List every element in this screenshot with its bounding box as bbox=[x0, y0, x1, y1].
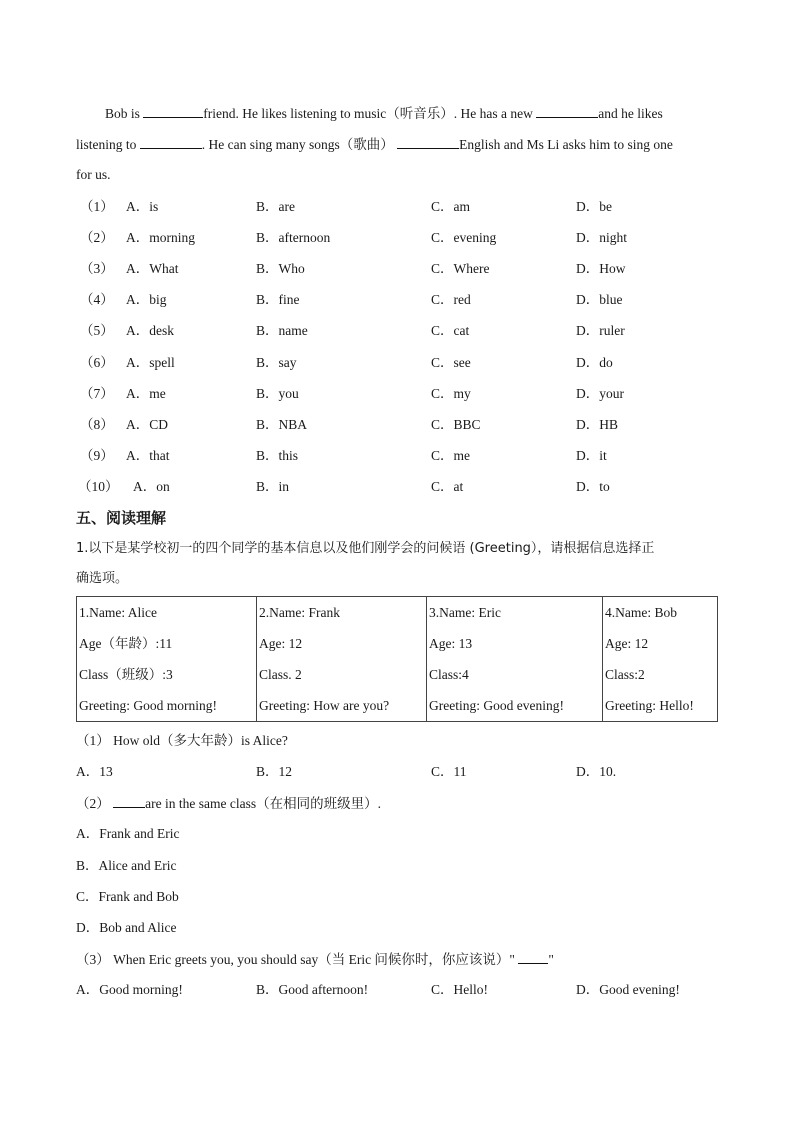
option-c[interactable]: C．me bbox=[431, 448, 470, 463]
student-card: 3.Name: Eric Age: 13 Class:4 Greeting: Good evening! bbox=[427, 597, 603, 722]
passage-line-2: listening to . He can sing many songs（歌曲） English and Ms Li asks him to sing one bbox=[76, 134, 726, 155]
question-row: （6） A．spell B．say C．see D．do bbox=[76, 353, 726, 373]
blank-1 bbox=[143, 103, 203, 118]
option-b[interactable]: B．you bbox=[256, 386, 299, 401]
question-row: （5） A．desk B．name C．cat D．ruler bbox=[76, 321, 726, 341]
section-intro-line-1: 1.以下是某学校初一的四个同学的基本信息以及他们刚学会的问候语 (Greeting），请根据信息选择正 bbox=[76, 541, 655, 556]
option-a[interactable]: A．big bbox=[126, 292, 167, 307]
option-b[interactable]: B．fine bbox=[256, 292, 300, 307]
option-c[interactable]: C．red bbox=[431, 292, 471, 307]
answer-blank bbox=[113, 793, 145, 808]
option-d[interactable]: D．night bbox=[576, 230, 628, 245]
table-row bbox=[77, 597, 718, 722]
option-c[interactable]: C．my bbox=[431, 386, 471, 401]
option-b[interactable]: B．NBA bbox=[256, 417, 308, 432]
option-c[interactable]: C．see bbox=[431, 355, 471, 370]
option-a[interactable]: A．13 bbox=[76, 764, 113, 779]
option-d[interactable]: D．How bbox=[576, 261, 626, 276]
option-b[interactable]: B．say bbox=[256, 355, 297, 370]
student-card: 1.Name: Alice Age（年龄）:11 Class（班级）:3 Greeting: Good morning! bbox=[77, 597, 257, 722]
reading-options-1 bbox=[76, 762, 726, 782]
option-c[interactable]: C．Where bbox=[431, 261, 490, 276]
option-b[interactable]: B．Good afternoon! bbox=[256, 982, 369, 997]
passage-line-3: for us. bbox=[76, 167, 111, 182]
option-d[interactable]: D．Good evening! bbox=[576, 982, 680, 997]
question-row: （8） A．CD B．NBA C．BBC D．HB bbox=[76, 415, 726, 435]
question-row: （9） A．that B．this C．me D．it bbox=[76, 446, 726, 466]
passage-line-1: Bob is friend. He likes listening to music（听音乐）. He has a new and he likes bbox=[76, 103, 726, 124]
option-a[interactable]: A．morning bbox=[126, 230, 195, 245]
option-a[interactable]: A．CD bbox=[126, 417, 169, 432]
student-card: 2.Name: Frank Age: 12 Class. 2 Greeting: How are you? bbox=[257, 597, 427, 722]
option-a[interactable]: A．that bbox=[126, 448, 170, 463]
option-c[interactable]: C．am bbox=[431, 199, 470, 214]
question-row: （1） A．is B．are C．am D．be bbox=[76, 197, 726, 217]
option-a[interactable]: A．is bbox=[126, 199, 159, 214]
option-a[interactable]: A．What bbox=[126, 261, 179, 276]
option-a[interactable]: A．me bbox=[126, 386, 166, 401]
blank-2 bbox=[536, 103, 598, 118]
option-a[interactable]: A．Good morning! bbox=[76, 982, 183, 997]
option-c[interactable]: C．11 bbox=[431, 764, 467, 779]
option-d[interactable]: D．do bbox=[576, 355, 613, 370]
question-row: （3） A．What B．Who C．Where D．How bbox=[76, 259, 726, 279]
option-a[interactable]: A．on bbox=[133, 479, 170, 494]
option-b[interactable]: B．name bbox=[256, 323, 308, 338]
blank-4 bbox=[397, 134, 459, 149]
option-c[interactable]: C．evening bbox=[431, 230, 497, 245]
option-c[interactable]: C．BBC bbox=[431, 417, 481, 432]
question-row: （4） A．big B．fine C．red D．blue bbox=[76, 290, 726, 310]
option-d[interactable]: D．HB bbox=[576, 417, 619, 432]
blank-3 bbox=[140, 134, 202, 149]
question-row: （7） A．me B．you C．my D．your bbox=[76, 384, 726, 404]
option-b[interactable]: B．afternoon bbox=[256, 230, 331, 245]
option-c[interactable]: C．Hello! bbox=[431, 982, 488, 997]
reading-options-3 bbox=[76, 980, 726, 1000]
option-d[interactable]: D．Bob and Alice bbox=[76, 920, 177, 935]
reading-question-1: （1） How old（多大年龄）is Alice? bbox=[76, 733, 288, 748]
option-b[interactable]: B．Alice and Eric bbox=[76, 858, 177, 873]
option-d[interactable]: D．ruler bbox=[576, 323, 625, 338]
option-d[interactable]: D．blue bbox=[576, 292, 623, 307]
option-d[interactable]: D．to bbox=[576, 479, 610, 494]
option-d[interactable]: D．it bbox=[576, 448, 607, 463]
student-info-table bbox=[76, 596, 718, 722]
section-intro-line-2: 确选项。 bbox=[76, 571, 129, 586]
answer-blank bbox=[518, 949, 548, 964]
option-a[interactable]: A．spell bbox=[126, 355, 175, 370]
student-card: 4.Name: Bob Age: 12 Class:2 Greeting: Hello! bbox=[603, 597, 718, 722]
question-row: （10） A．on B．in C．at D．to bbox=[76, 477, 726, 497]
question-row: （2） A．morning B．afternoon C．evening D．night bbox=[76, 228, 726, 248]
reading-question-2: （2） are in the same class（在相同的班级里）. bbox=[76, 793, 726, 814]
option-b[interactable]: B．Who bbox=[256, 261, 305, 276]
option-b[interactable]: B．in bbox=[256, 479, 290, 494]
option-d[interactable]: D．your bbox=[576, 386, 624, 401]
reading-question-3: （3） When Eric greets you, you should say（当 Eric 问候你时，你应该说）" " bbox=[76, 949, 726, 970]
option-d[interactable]: D．be bbox=[576, 199, 612, 214]
option-a[interactable]: A．Frank and Eric bbox=[76, 826, 180, 841]
option-c[interactable]: C．Frank and Bob bbox=[76, 889, 179, 904]
option-c[interactable]: C．at bbox=[431, 479, 464, 494]
option-b[interactable]: B．12 bbox=[256, 764, 293, 779]
option-c[interactable]: C．cat bbox=[431, 323, 470, 338]
option-d[interactable]: D．10. bbox=[576, 764, 617, 779]
section-title: 五、阅读理解 bbox=[76, 509, 167, 527]
option-a[interactable]: A．desk bbox=[126, 323, 174, 338]
option-b[interactable]: B．are bbox=[256, 199, 295, 214]
option-b[interactable]: B．this bbox=[256, 448, 299, 463]
